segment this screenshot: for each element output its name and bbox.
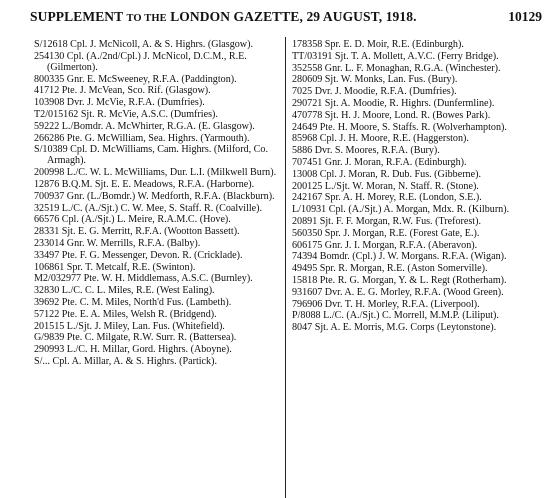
list-item: G/9839 Pte. C. Milgate, R.W. Surr. R. (Battersea). xyxy=(34,332,237,344)
list-item: 233014 Gnr. W. Merrills, R.F.A. (Balby). xyxy=(34,237,201,249)
right-column xyxy=(292,39,540,334)
list-item: 707451 Gnr. J. Moran, R.F.A. (Edinburgh). xyxy=(292,156,467,168)
header-gazette-name: LONDON GAZETTE xyxy=(170,9,300,24)
list-item: 290721 Sjt. A. Moodie, R. Highrs. (Dunfermline). xyxy=(292,97,495,109)
list-item: 85968 Cpl. J. H. Moore, R.E. (Haggerston). xyxy=(292,133,469,145)
header-prefix: SUPPLEMENT xyxy=(30,9,124,24)
list-item: 41712 Pte. J. McVean, Sco. Rif. (Glasgow). xyxy=(34,85,211,97)
list-item: 8047 Sjt. A. E. Morris, M.G. Corps (Leytonstone). xyxy=(292,322,497,334)
list-item: 32830 L./C. C. L. Miles, R.E. (West Ealing). xyxy=(34,285,215,297)
list-item: 254130 Cpl. (A./2nd/Cpl.) J. McNicol, D.C.M., R.E. (Gilmerton). xyxy=(34,50,247,73)
list-item: 39692 Pte. C. M. Miles, North'd Fus. (Lambeth). xyxy=(34,296,232,308)
list-item: 5886 Dvr. S. Moores, R.F.A. (Bury). xyxy=(292,145,440,157)
list-item: 106861 Spr. T. Metcalf, R.E. (Swinton). xyxy=(34,261,196,273)
list-item: 280609 Sjt. W. Monks, Lan. Fus. (Bury). xyxy=(292,74,458,86)
list-item: 66576 Cpl. (A./Sjt.) L. Meire, R.A.M.C. (Hove). xyxy=(34,214,231,226)
list-item: 178358 Spr. E. D. Moir, R.E. (Edinburgh). xyxy=(292,39,464,50)
list-item: 7025 Dvr. J. Moodie, R.F.A. (Dumfries). xyxy=(292,86,457,98)
list-item: 931607 Dvr. A. E. G. Morley, R.F.A. (Wood Green). xyxy=(292,286,504,298)
header-connector: TO THE xyxy=(126,13,167,24)
list-item: 200125 L./Sjt. W. Moran, N. Staff. R. (Stone). xyxy=(292,180,479,192)
list-item: 266286 Pte. G. McWilliam, Sea. Highrs. (Yarmouth). xyxy=(34,132,250,144)
list-item: 470778 Sjt. H. J. Moore, Lond. R. (Bowes Park). xyxy=(292,109,491,121)
list-item: 560350 Spr. J. Morgan, R.E. (Forest Gate, E.). xyxy=(292,227,480,239)
gazette-header xyxy=(30,6,542,28)
list-item: 700937 Gnr. (L./Bomdr.) W. Medforth, R.F.A. (Blackburn). xyxy=(34,190,275,202)
list-item: S/... Cpl. A. Millar, A. & S. Highrs. (Partick). xyxy=(34,355,217,367)
list-item: T2/015162 Sjt. R. McVie, A.S.C. (Dumfries). xyxy=(34,108,218,120)
list-item: 28331 Sjt. E. G. Merritt, R.F.A. (Wootton Bassett). xyxy=(34,226,240,238)
header-date: 29 AUGUST, 1918. xyxy=(306,9,417,24)
list-item: 32519 L./C. (A./Sjt.) C. W. Mee, S. Staff. R. (Coalville). xyxy=(34,202,263,214)
list-item: 59222 L./Bomdr. A. McWhirter, R.G.A. (E. Glasgow). xyxy=(34,120,255,132)
column-divider xyxy=(285,37,286,498)
list-item: 290993 L./C. H. Millar, Gord. Highrs. (Aboyne). xyxy=(34,344,232,356)
list-item: 13008 Cpl. J. Moran, R. Dub. Fus. (Gibberne). xyxy=(292,168,481,180)
list-item: S/10389 Cpl. D. McWilliams, Cam. Highrs. (Milford, Co. Armagh). xyxy=(34,144,268,167)
list-item: 103908 Dvr. J. McVie, R.F.A. (Dumfries). xyxy=(34,97,205,109)
header-title: SUPPLEMENT TO THE LONDON GAZETTE, 29 AUGUST, 1918. xyxy=(30,9,417,24)
list-item: 200998 L./C. W. L. McWilliams, Dur. L.I. (Milkwell Burn). xyxy=(34,167,277,179)
list-item: P/8088 L./C. (A./Sjt.) C. Morrell, M.M.P. (Liliput). xyxy=(292,310,499,322)
list-item: 15818 Pte. R. G. Morgan, Y. & L. Regt (Rotherham). xyxy=(292,274,507,286)
list-item: 33497 Pte. F. G. Messenger, Devon. R. (Cricklade). xyxy=(34,249,243,261)
list-item: 12876 B.Q.M. Sjt. E. E. Meadows, R.F.A. (Harborne). xyxy=(34,178,255,190)
list-item: 800335 Gnr. E. McSweeney, R.F.A. (Paddington). xyxy=(34,73,237,85)
list-item: 20891 Sjt. F. F. Morgan, R.W. Fus. (Treforest). xyxy=(292,215,481,227)
list-item: 49495 Spr. R. Morgan, R.E. (Aston Somerville). xyxy=(292,263,488,275)
list-item: S/12618 Cpl. J. McNicoll, A. & S. Highrs. (Glasgow). xyxy=(34,39,253,50)
left-column xyxy=(34,39,282,368)
list-item: TT/03191 Sjt. T. A. Mollett, A.V.C. (Ferry Bridge). xyxy=(292,50,499,62)
list-item: 57122 Pte. E. A. Miles, Welsh R. (Bridgend). xyxy=(34,308,217,320)
list-item: M2/032977 Pte. W. H. Middlemass, A.S.C. (Burnley). xyxy=(34,273,253,285)
list-item: 24649 Pte. H. Moore, S. Staffs. R. (Wolverhampton). xyxy=(292,121,507,133)
list-item: 201515 L./Sjt. J. Miley, Lan. Fus. (Whitefield). xyxy=(34,320,225,332)
list-item: 74394 Bomdr. (Cpl.) J. W. Morgans. R.F.A. (Wigan). xyxy=(292,251,507,263)
list-item: 606175 Gnr. J. I. Morgan, R.F.A. (Aberavon). xyxy=(292,239,478,251)
list-item: 242167 Spr. A. H. Morey, R.E. (London, S.E.). xyxy=(292,192,482,204)
page-number: 10129 xyxy=(508,9,542,24)
list-item: 796906 Dvr. T. H. Morley, R.F.A. (Liverpool). xyxy=(292,298,480,310)
list-item: 352558 Gnr. L. F. Monaghan, R.G.A. (Winchester). xyxy=(292,62,501,74)
list-item: L/10931 Cpl. (A./Sjt.) A. Morgan, Mdx. R. (Kilburn). xyxy=(292,204,510,216)
